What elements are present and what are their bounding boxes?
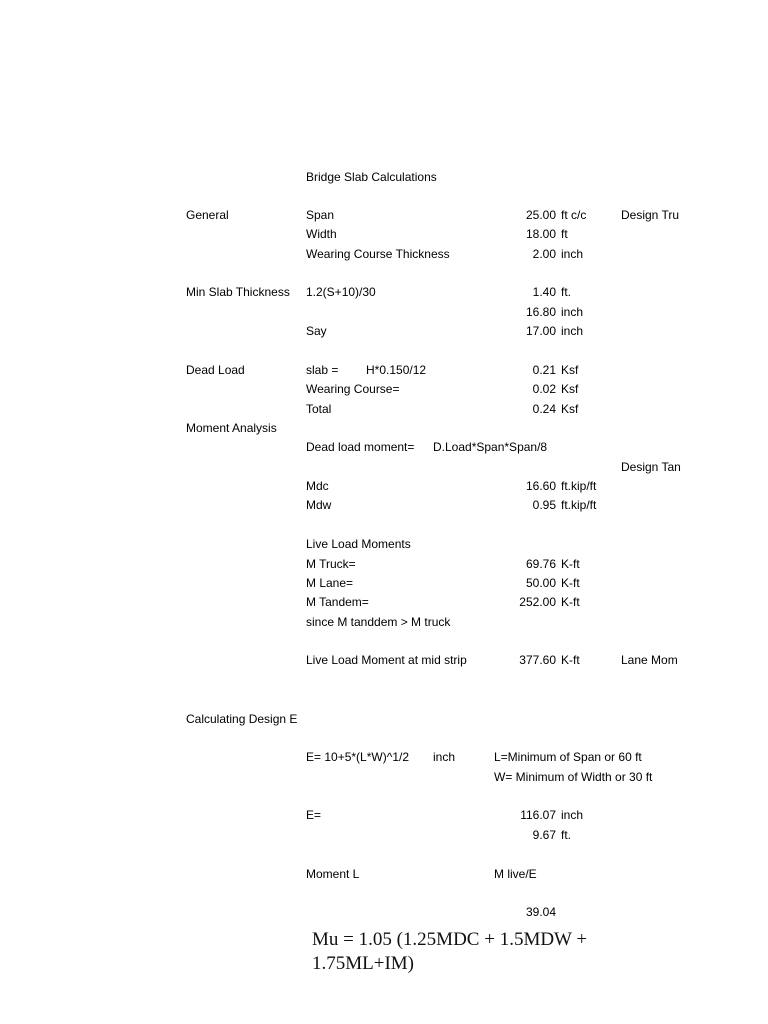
total-unit: Ksf — [561, 402, 579, 416]
design-truck-label: Design Tru — [621, 208, 680, 222]
design-e-formula-unit: inch — [433, 750, 456, 764]
m-tandem-label: M Tandem= — [306, 595, 369, 609]
slab-value: 0.21 — [532, 363, 556, 377]
total-label: Total — [306, 402, 332, 416]
min-slab-unit-inch: inch — [561, 305, 584, 319]
moment-l-value: 39.04 — [525, 905, 556, 919]
factored-moment-formula: Mu = 1.05 (1.25MDC + 1.5MDW + 1.75ML+IM) — [312, 929, 588, 974]
say-value: 17.00 — [525, 324, 556, 338]
span-limit-note: L=Minimum of Span or 60 ft — [494, 750, 642, 764]
design-tandem-label: Design Tan — [621, 460, 681, 474]
live-load-heading: Live Load Moments — [306, 537, 411, 551]
span-unit: ft c/c — [561, 208, 587, 222]
section-general: General — [186, 208, 229, 222]
wearing-course-load-value: 0.02 — [532, 382, 556, 396]
e-unit-ft: ft. — [561, 828, 572, 842]
mdw-unit: ft.kip/ft — [561, 498, 597, 512]
say-unit: inch — [561, 324, 584, 338]
mid-strip-unit: K-ft — [561, 653, 580, 667]
e-label: E= — [306, 808, 322, 822]
slab-unit: Ksf — [561, 363, 579, 377]
wearing-course-unit: inch — [561, 247, 584, 261]
wearing-course-label: Wearing Course Thickness — [306, 247, 450, 261]
span-label: Span — [306, 208, 335, 222]
min-slab-value-inch: 16.80 — [525, 305, 556, 319]
section-design-e: Calculating Design E — [186, 712, 298, 726]
m-truck-value: 69.76 — [525, 557, 556, 571]
page-title: Bridge Slab Calculations — [306, 170, 437, 184]
mid-strip-label: Live Load Moment at mid strip — [306, 653, 467, 667]
width-label: Width — [306, 227, 337, 241]
mdc-unit: ft.kip/ft — [561, 479, 597, 493]
section-dead-load: Dead Load — [186, 363, 245, 377]
width-unit: ft — [561, 227, 568, 241]
wearing-course-load-label: Wearing Course= — [306, 382, 400, 396]
design-e-formula: E= 10+5*(L*W)^1/2 — [306, 750, 410, 764]
m-tandem-unit: K-ft — [561, 595, 580, 609]
dead-load-moment-label: Dead load moment= — [306, 440, 415, 454]
slab-formula: H*0.150/12 — [366, 363, 427, 377]
section-min-slab: Min Slab Thickness — [186, 285, 290, 299]
slab-label: slab = — [306, 363, 339, 377]
say-label: Say — [306, 324, 327, 338]
width-value: 18.00 — [525, 227, 556, 241]
mid-strip-value: 377.60 — [519, 653, 556, 667]
e-value-inch: 116.07 — [520, 808, 556, 822]
min-slab-unit-ft: ft. — [561, 285, 572, 299]
e-value-ft: 9.67 — [532, 828, 556, 842]
m-truck-unit: K-ft — [561, 557, 580, 571]
m-truck-label: M Truck= — [306, 557, 356, 571]
mdw-value: 0.95 — [532, 498, 556, 512]
moment-l-formula: M live/E — [494, 867, 537, 881]
wearing-course-load-unit: Ksf — [561, 382, 579, 396]
e-unit-inch: inch — [561, 808, 584, 822]
section-moment-analysis: Moment Analysis — [186, 421, 277, 435]
mdw-label: Mdw — [306, 498, 332, 512]
moment-l-label: Moment L — [306, 867, 360, 881]
min-slab-value-ft: 1.40 — [532, 285, 556, 299]
dead-load-moment-formula: D.Load*Span*Span/8 — [433, 440, 548, 454]
total-value: 0.24 — [532, 402, 556, 416]
wearing-course-value: 2.00 — [532, 247, 556, 261]
mdc-value: 16.60 — [525, 479, 556, 493]
m-tandem-value: 252.00 — [519, 595, 556, 609]
width-limit-note: W= Minimum of Width or 30 ft — [494, 770, 653, 784]
mdc-label: Mdc — [306, 479, 329, 493]
m-lane-label: M Lane= — [306, 576, 354, 590]
tandem-note: since M tanddem > M truck — [306, 615, 451, 629]
min-slab-formula: 1.2(S+10)/30 — [306, 285, 376, 299]
m-lane-unit: K-ft — [561, 576, 580, 590]
span-value: 25.00 — [525, 208, 556, 222]
m-lane-value: 50.00 — [525, 576, 556, 590]
lane-moment-label: Lane Mom — [621, 653, 678, 667]
